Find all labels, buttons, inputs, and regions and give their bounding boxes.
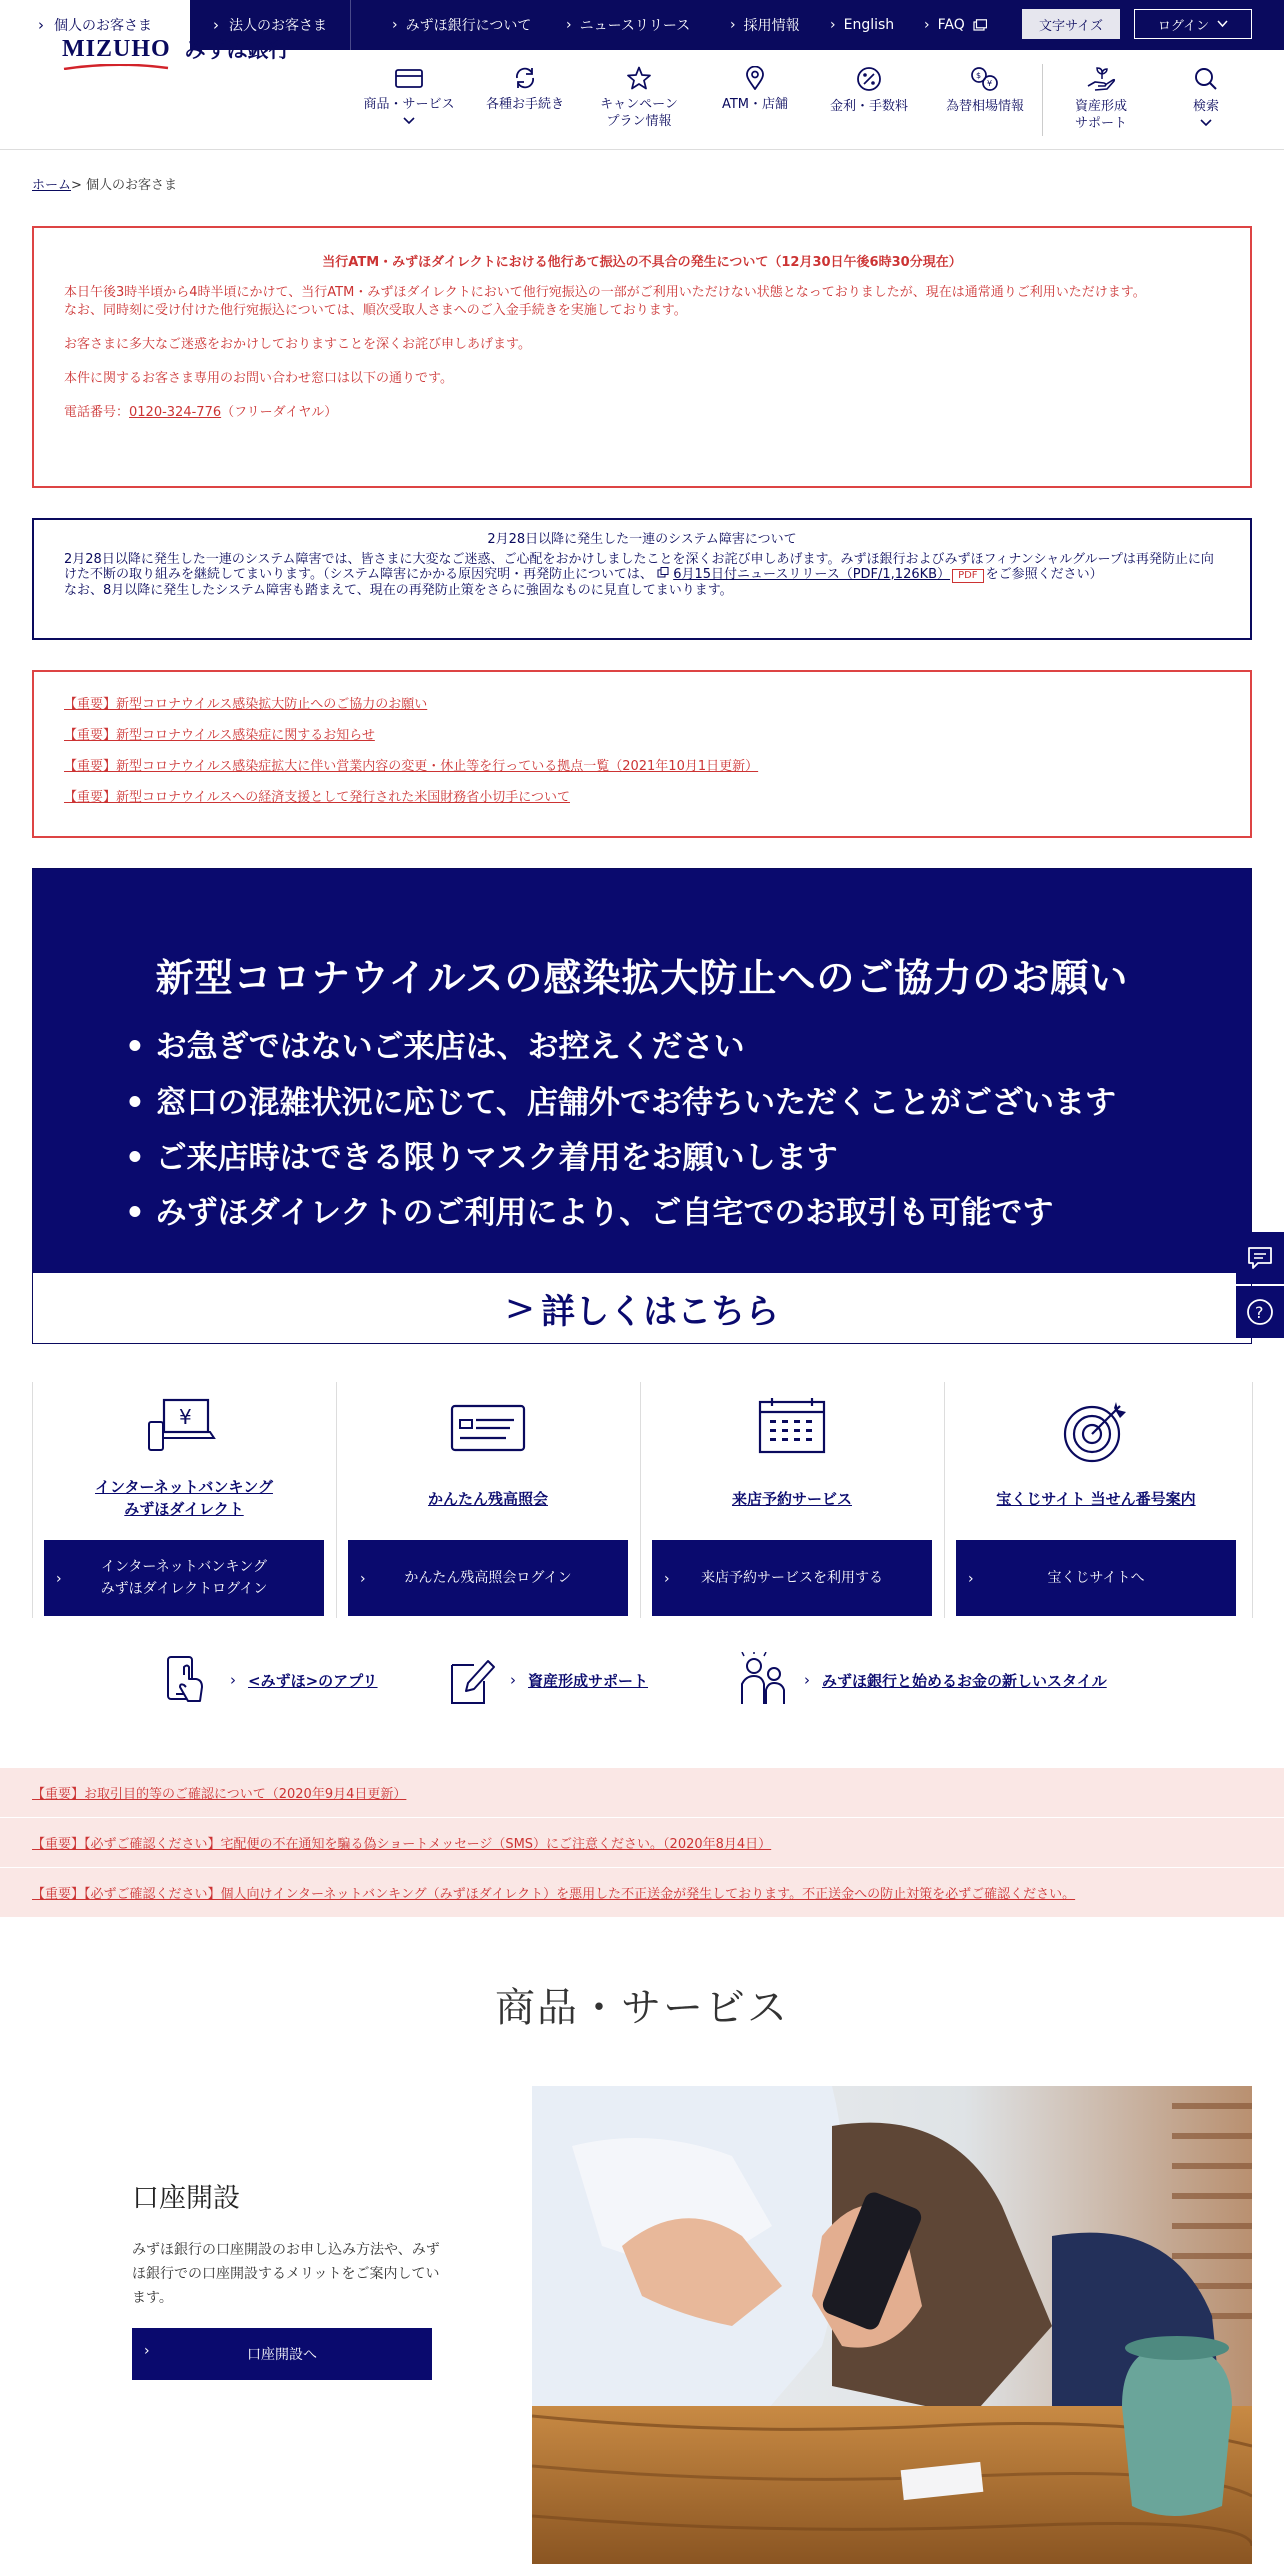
link-faq-label: FAQ — [937, 17, 965, 33]
important-alerts — [0, 1768, 1284, 1918]
notice-body-text: をご参照ください） — [985, 567, 1103, 582]
nav-procedures[interactable] — [472, 50, 578, 150]
covid-links-box — [32, 670, 1252, 838]
nav-products-label: 商品・サービス — [363, 97, 455, 112]
reservation-button[interactable] — [652, 1540, 932, 1616]
section-title: 商品・サービス — [495, 1985, 789, 2031]
help-button[interactable] — [1236, 1286, 1284, 1338]
link-news[interactable] — [566, 0, 690, 50]
hand-plant-icon — [1085, 66, 1117, 92]
chevron-down-icon — [1217, 20, 1228, 28]
svg-text:?: ? — [1255, 1303, 1264, 1322]
nav-search-label: 検索 — [1192, 99, 1219, 114]
breadcrumb-current: > 個人のお客さま — [71, 178, 178, 193]
svg-text:¥: ¥ — [987, 79, 993, 88]
chevron-right-icon: › — [664, 1571, 670, 1587]
applink-asset[interactable] — [448, 1652, 648, 1708]
link-news-label: ニュースリリース — [579, 18, 691, 34]
account-opening-button-label: 口座開設へ — [247, 2347, 317, 2363]
tile-icon-wrap — [640, 1396, 944, 1456]
pdf-badge: PDF — [952, 569, 983, 583]
banner-cta-label: 詳しくはこちら — [541, 1291, 780, 1332]
alert-link[interactable]: 【重要】お取引目的等のご確認について（2020年9月4日更新） — [32, 1787, 407, 1802]
link-recruit[interactable] — [730, 0, 800, 50]
external-window-icon — [973, 19, 987, 31]
nav-search[interactable] — [1156, 50, 1256, 150]
nav-divider — [1042, 64, 1043, 136]
chevron-right-icon: › — [968, 1571, 974, 1587]
account-opening-button[interactable] — [132, 2328, 432, 2380]
link-english[interactable] — [830, 0, 894, 50]
chevron-right-icon: › — [360, 1571, 366, 1587]
link-recruit-label: 採用情報 — [743, 18, 800, 34]
notice-body — [64, 552, 1220, 583]
chevron-right-icon: › — [566, 17, 572, 33]
tile-divider — [1252, 1382, 1253, 1618]
phone-prefix: 電話番号： — [64, 405, 130, 420]
tile-label-link[interactable]: インターネットバンキング みずほダイレクト — [95, 1478, 273, 1518]
notice-title: 2月28日以降に発生した一連のシステム障害について — [487, 532, 797, 547]
chevron-right-icon: › — [830, 17, 836, 33]
banner-bullet: • ご来店時はできる限りマスク着用をお願いします — [125, 1140, 838, 1176]
tile-label-link[interactable]: 来店予約サービス — [731, 1490, 852, 1508]
tile-button-label: 来店予約サービスを利用する — [701, 1570, 883, 1586]
balance-card-icon — [448, 1396, 528, 1456]
chevron-right-icon: > — [504, 1287, 536, 1329]
chevron-right-icon: › — [56, 1571, 62, 1587]
tab-personal-label: 個人のお客さま — [54, 18, 152, 34]
logo-swoosh-icon — [62, 64, 170, 70]
tab-corporate-label: 法人のお客さま — [229, 18, 327, 34]
link-english-label: English — [843, 17, 895, 33]
login-label: ログイン — [1157, 18, 1210, 34]
notice-paragraph: 本件に関するお客さま専用のお問い合わせ窓口は以下の通りです。 — [64, 371, 453, 386]
applink-new-style[interactable] — [738, 1652, 1107, 1708]
link-faq[interactable] — [924, 0, 987, 50]
nav-asset-support-label: 資産形成 サポート — [1074, 99, 1127, 131]
banner-title: 新型コロナウイルスの感染拡大防止へのご協力のお願い — [155, 956, 1129, 1000]
tile-label-link[interactable]: かんたん残高照会 — [427, 1490, 548, 1508]
nav-atm-label: ATM・店舗 — [721, 97, 789, 112]
account-opening-photo — [532, 2086, 1252, 2564]
notice-body: なお、8月以降に発生したシステム障害も踏まえて、現在の再発防止策をさらに強固なものに見直してまいります。 — [64, 583, 733, 598]
chevron-right-icon: › — [510, 1671, 516, 1689]
svg-text:¥: ¥ — [179, 1405, 192, 1429]
smartphone-tap-icon — [162, 1653, 216, 1707]
covid-link[interactable]: 【重要】新型コロナウイルスへの経済支援として発行された米国財務省小切手について — [64, 790, 570, 805]
applink-label: 資産形成サポート — [528, 1671, 649, 1690]
calendar-icon — [752, 1396, 832, 1456]
banner-bullet: • お急ぎではないご来店は、お控えください — [125, 1029, 745, 1065]
nav-atm[interactable] — [702, 50, 808, 150]
alert-link[interactable]: 【重要】【必ずご確認ください】個人向けインターネットバンキング（みずほダイレクト）を悪用した不正送金が発生しております。不正送金への防止対策を必ずご確認ください。 — [32, 1887, 1076, 1902]
news-release-link[interactable]: 6月15日付ニュースリリース（PDF/1,126KB） — [673, 567, 951, 582]
chevron-right-icon: › — [144, 2343, 150, 2359]
online-banking-login-button[interactable] — [44, 1540, 324, 1616]
phone-suffix: （フリーダイヤル） — [221, 405, 338, 420]
chevron-down-icon — [403, 117, 415, 125]
system-failure-notice-box — [32, 518, 1252, 640]
banner-bullet: • 窓口の混雑状況に応じて、店舗外でお待ちいただくことがございます — [125, 1085, 1116, 1121]
tile-lottery — [944, 1382, 1248, 1618]
nav-rates-label: 金利・手数料 — [829, 99, 908, 114]
divider — [350, 0, 351, 50]
chevron-down-icon — [1200, 119, 1212, 127]
notice-title: 当行ATM・みずほダイレクトにおける他行あて振込の不具合の発生について（12月30日午後6時30分現在） — [322, 255, 962, 270]
nav-exchange-label: 為替相場情報 — [945, 99, 1024, 114]
photo-illustration — [532, 2086, 1252, 2564]
banner-cta[interactable] — [33, 1273, 1251, 1343]
chevron-right-icon: › — [38, 16, 44, 34]
link-about-label: みずほ銀行について — [405, 18, 532, 34]
tile-online-banking — [32, 1382, 336, 1618]
applink-label: <みずほ>のアプリ — [248, 1671, 378, 1690]
notice-paragraph: お客さまに多大なご迷惑をおかけしておりますことを深くお詫び申しあげます。 — [64, 337, 531, 352]
covid-banner[interactable] — [32, 868, 1252, 1344]
question-icon — [1245, 1297, 1275, 1327]
notice-paragraph: なお、同時刻に受け付けた他行宛振込については、順次受取人さまへのご入金手続きを実施しております。 — [64, 303, 687, 318]
percent-icon — [854, 66, 884, 92]
banner-bullet: • みずほダイレクトのご利用により、ご自宅でのお取引も可能です — [125, 1195, 1054, 1231]
nav-exchange[interactable] — [932, 50, 1038, 150]
login-button[interactable] — [1134, 9, 1252, 39]
star-icon — [624, 66, 654, 90]
covid-link[interactable]: 【重要】新型コロナウイルス感染症に関するお知らせ — [64, 728, 375, 743]
card-icon — [394, 66, 424, 90]
breadcrumb — [32, 174, 177, 193]
nav-procedures-label: 各種お手続き — [485, 97, 564, 112]
account-opening-title: 口座開設 — [132, 2183, 240, 2214]
phone-link[interactable]: 0120-324-776 — [129, 405, 222, 420]
applink-app[interactable] — [162, 1652, 378, 1708]
target-icon — [1056, 1396, 1136, 1466]
tile-button-label: かんたん残高照会ログイン — [404, 1570, 572, 1586]
chat-button[interactable] — [1236, 1232, 1284, 1284]
lottery-button[interactable] — [956, 1540, 1236, 1616]
pen-note-icon — [448, 1653, 496, 1707]
notice-paragraph: 本日午後3時半頃から4時半頃にかけて、当行ATM・みずほダイレクトにおいて他行宛振込の一部がご利用いただけない状態となっておりましたが、現在は通常通りご利用いただけます。 — [64, 285, 1146, 300]
people-icon — [738, 1652, 790, 1708]
nav-campaign-label: キャンペーン プラン情報 — [600, 97, 678, 129]
tile-label-link[interactable]: 宝くじサイト 当せん番号案内 — [996, 1490, 1196, 1508]
nav-products[interactable] — [356, 50, 462, 150]
alert-row — [0, 1768, 1284, 1818]
logo[interactable] — [62, 34, 290, 64]
tile-button-label: 宝くじサイトへ — [1047, 1570, 1145, 1586]
svg-text:$: $ — [976, 71, 982, 80]
covid-link[interactable]: 【重要】新型コロナウイルス感染症拡大に伴い営業内容の変更・休止等を行っている拠点一覧（2021年10月1日更新） — [64, 759, 759, 774]
alert-row — [0, 1868, 1284, 1918]
online-banking-icon — [144, 1396, 224, 1456]
alert-row — [0, 1818, 1284, 1868]
applink-label: みずほ銀行と始めるお金の新しいスタイル — [822, 1671, 1107, 1690]
nav-asset-support[interactable] — [1048, 50, 1154, 150]
nav-rates[interactable] — [816, 50, 922, 150]
chevron-right-icon: › — [230, 1671, 236, 1689]
chevron-right-icon: › — [924, 17, 930, 33]
alert-link[interactable]: 【重要】【必ずご確認ください】宅配便の不在通知を騙る偽ショートメッセージ（SMS）にご注意ください。（2020年8月4日） — [32, 1837, 772, 1852]
chevron-right-icon: › — [804, 1671, 810, 1689]
document-icon — [657, 567, 669, 578]
tile-balance — [336, 1382, 640, 1618]
map-pin-icon — [740, 66, 770, 90]
covid-link[interactable]: 【重要】新型コロナウイルス感染拡大防止へのご協力のお願い — [64, 697, 428, 712]
account-opening-description: みずほ銀行の口座開設のお申し込み方法や、みずほ銀行での口座開設するメリットをご案内しています。 — [132, 2242, 440, 2306]
logo-mark: MIZUHO — [62, 35, 171, 62]
chat-icon — [1246, 1245, 1274, 1271]
tile-icon-wrap — [32, 1396, 336, 1456]
chevron-right-icon: › — [392, 17, 398, 33]
logo-text: みずほ銀行 — [184, 38, 290, 62]
chevron-right-icon: › — [213, 16, 219, 34]
link-about[interactable] — [392, 0, 531, 50]
breadcrumb-home[interactable]: ホーム — [32, 178, 72, 193]
tile-icon-wrap — [336, 1396, 640, 1456]
nav-campaign[interactable] — [586, 50, 692, 150]
notice-phone — [64, 404, 1220, 422]
exchange-icon — [969, 66, 1001, 92]
search-icon — [1191, 66, 1221, 92]
chevron-right-icon: › — [730, 17, 736, 33]
tile-icon-wrap — [944, 1396, 1248, 1466]
tile-button-label: インターネットバンキング みずほダイレクトログイン — [100, 1559, 268, 1597]
refresh-icon — [510, 66, 540, 90]
tile-reservation — [640, 1382, 944, 1618]
banner-body — [33, 869, 1251, 1273]
atm-notice-box — [32, 226, 1252, 488]
font-size-button[interactable]: 文字サイズ — [1022, 9, 1120, 39]
notice-body-text: 2月28日以降に発生した一連のシステム障害では、皆さまに大変なご迷惑、ご心配をおかけしましたことを深くお詫び申しあげます。みずほ銀行およびみずほフィナンシャルグループは再発防止に向けた不断の取り組みを継続してまいります。（システム障害にかかる原因究明・再発防止については、 — [64, 552, 1214, 582]
balance-login-button[interactable] — [348, 1540, 628, 1616]
